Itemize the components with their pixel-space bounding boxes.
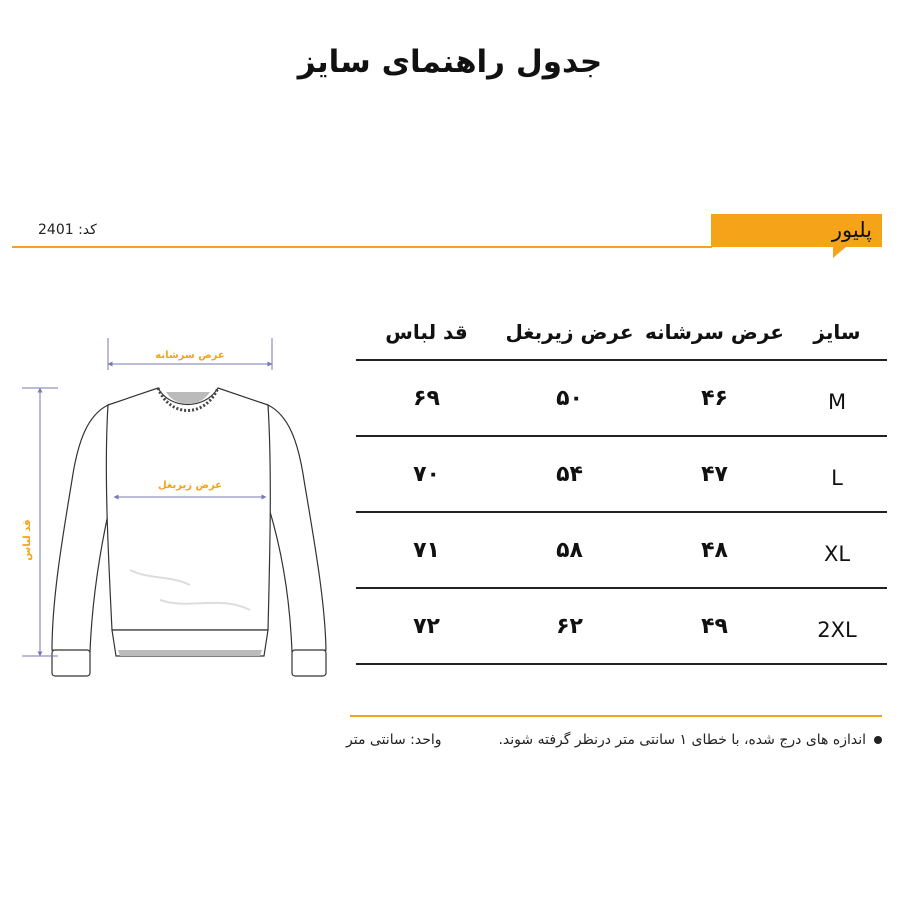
shoulder-cell: ۴۷: [642, 436, 787, 512]
size-cell: 2XL: [787, 588, 887, 664]
product-code-label: کد:: [78, 222, 97, 238]
chest-cell: ۵۸: [497, 512, 642, 588]
right-cuff: [292, 650, 326, 676]
header-shoulder: عرض سرشانه: [642, 305, 787, 360]
right-sleeve: [268, 405, 326, 652]
chest-label: عرض زیربغل: [157, 480, 223, 491]
sweater-body: [106, 388, 270, 630]
hem-shadow: [118, 650, 262, 656]
left-sleeve: [52, 405, 110, 652]
size-cell: M: [787, 360, 887, 436]
table-row: [356, 360, 887, 436]
length-cell: ۶۹: [356, 360, 497, 436]
chest-cell: ۵۰: [497, 360, 642, 436]
table-row: [356, 436, 887, 512]
product-code-value: 2401: [38, 222, 74, 238]
length-label: قد لباس: [22, 519, 33, 561]
size-cell: XL: [787, 512, 887, 588]
chest-cell: ۶۲: [497, 588, 642, 664]
shoulder-cell: ۴۶: [642, 360, 787, 436]
footer-divider: [350, 715, 882, 717]
unit-text: واحد: سانتی متر: [346, 732, 442, 748]
product-name: پلیور: [831, 218, 872, 242]
page-title: جدول راهنمای سایز: [297, 44, 603, 80]
shoulder-label: عرض سرشانه: [155, 350, 225, 361]
chest-cell: ۵۴: [497, 436, 642, 512]
shoulder-cell: ۴۸: [642, 512, 787, 588]
size-cell: L: [787, 436, 887, 512]
left-cuff: [52, 650, 90, 676]
size-table: [356, 305, 887, 665]
length-cell: ۷۱: [356, 512, 497, 588]
table-row: [356, 588, 887, 664]
product-name-tab: [711, 214, 882, 247]
header-size: سایز: [787, 305, 887, 360]
table-row: [356, 512, 887, 588]
header-divider: [12, 246, 712, 248]
footer-note: [498, 732, 882, 748]
footer-note-text: اندازه های درج شده، با خطای ۱ سانتی متر درنظر گرفته شوند.: [498, 732, 866, 748]
product-code: [38, 222, 97, 238]
tab-notch: [833, 246, 847, 258]
header-chest: عرض زیربغل: [497, 305, 642, 360]
header-length: قد لباس: [356, 305, 497, 360]
shoulder-cell: ۴۹: [642, 588, 787, 664]
sweater-diagram: [0, 330, 345, 700]
length-cell: ۷۲: [356, 588, 497, 664]
length-cell: ۷۰: [356, 436, 497, 512]
table-header-row: [356, 305, 887, 360]
bullet-icon: [874, 736, 882, 744]
